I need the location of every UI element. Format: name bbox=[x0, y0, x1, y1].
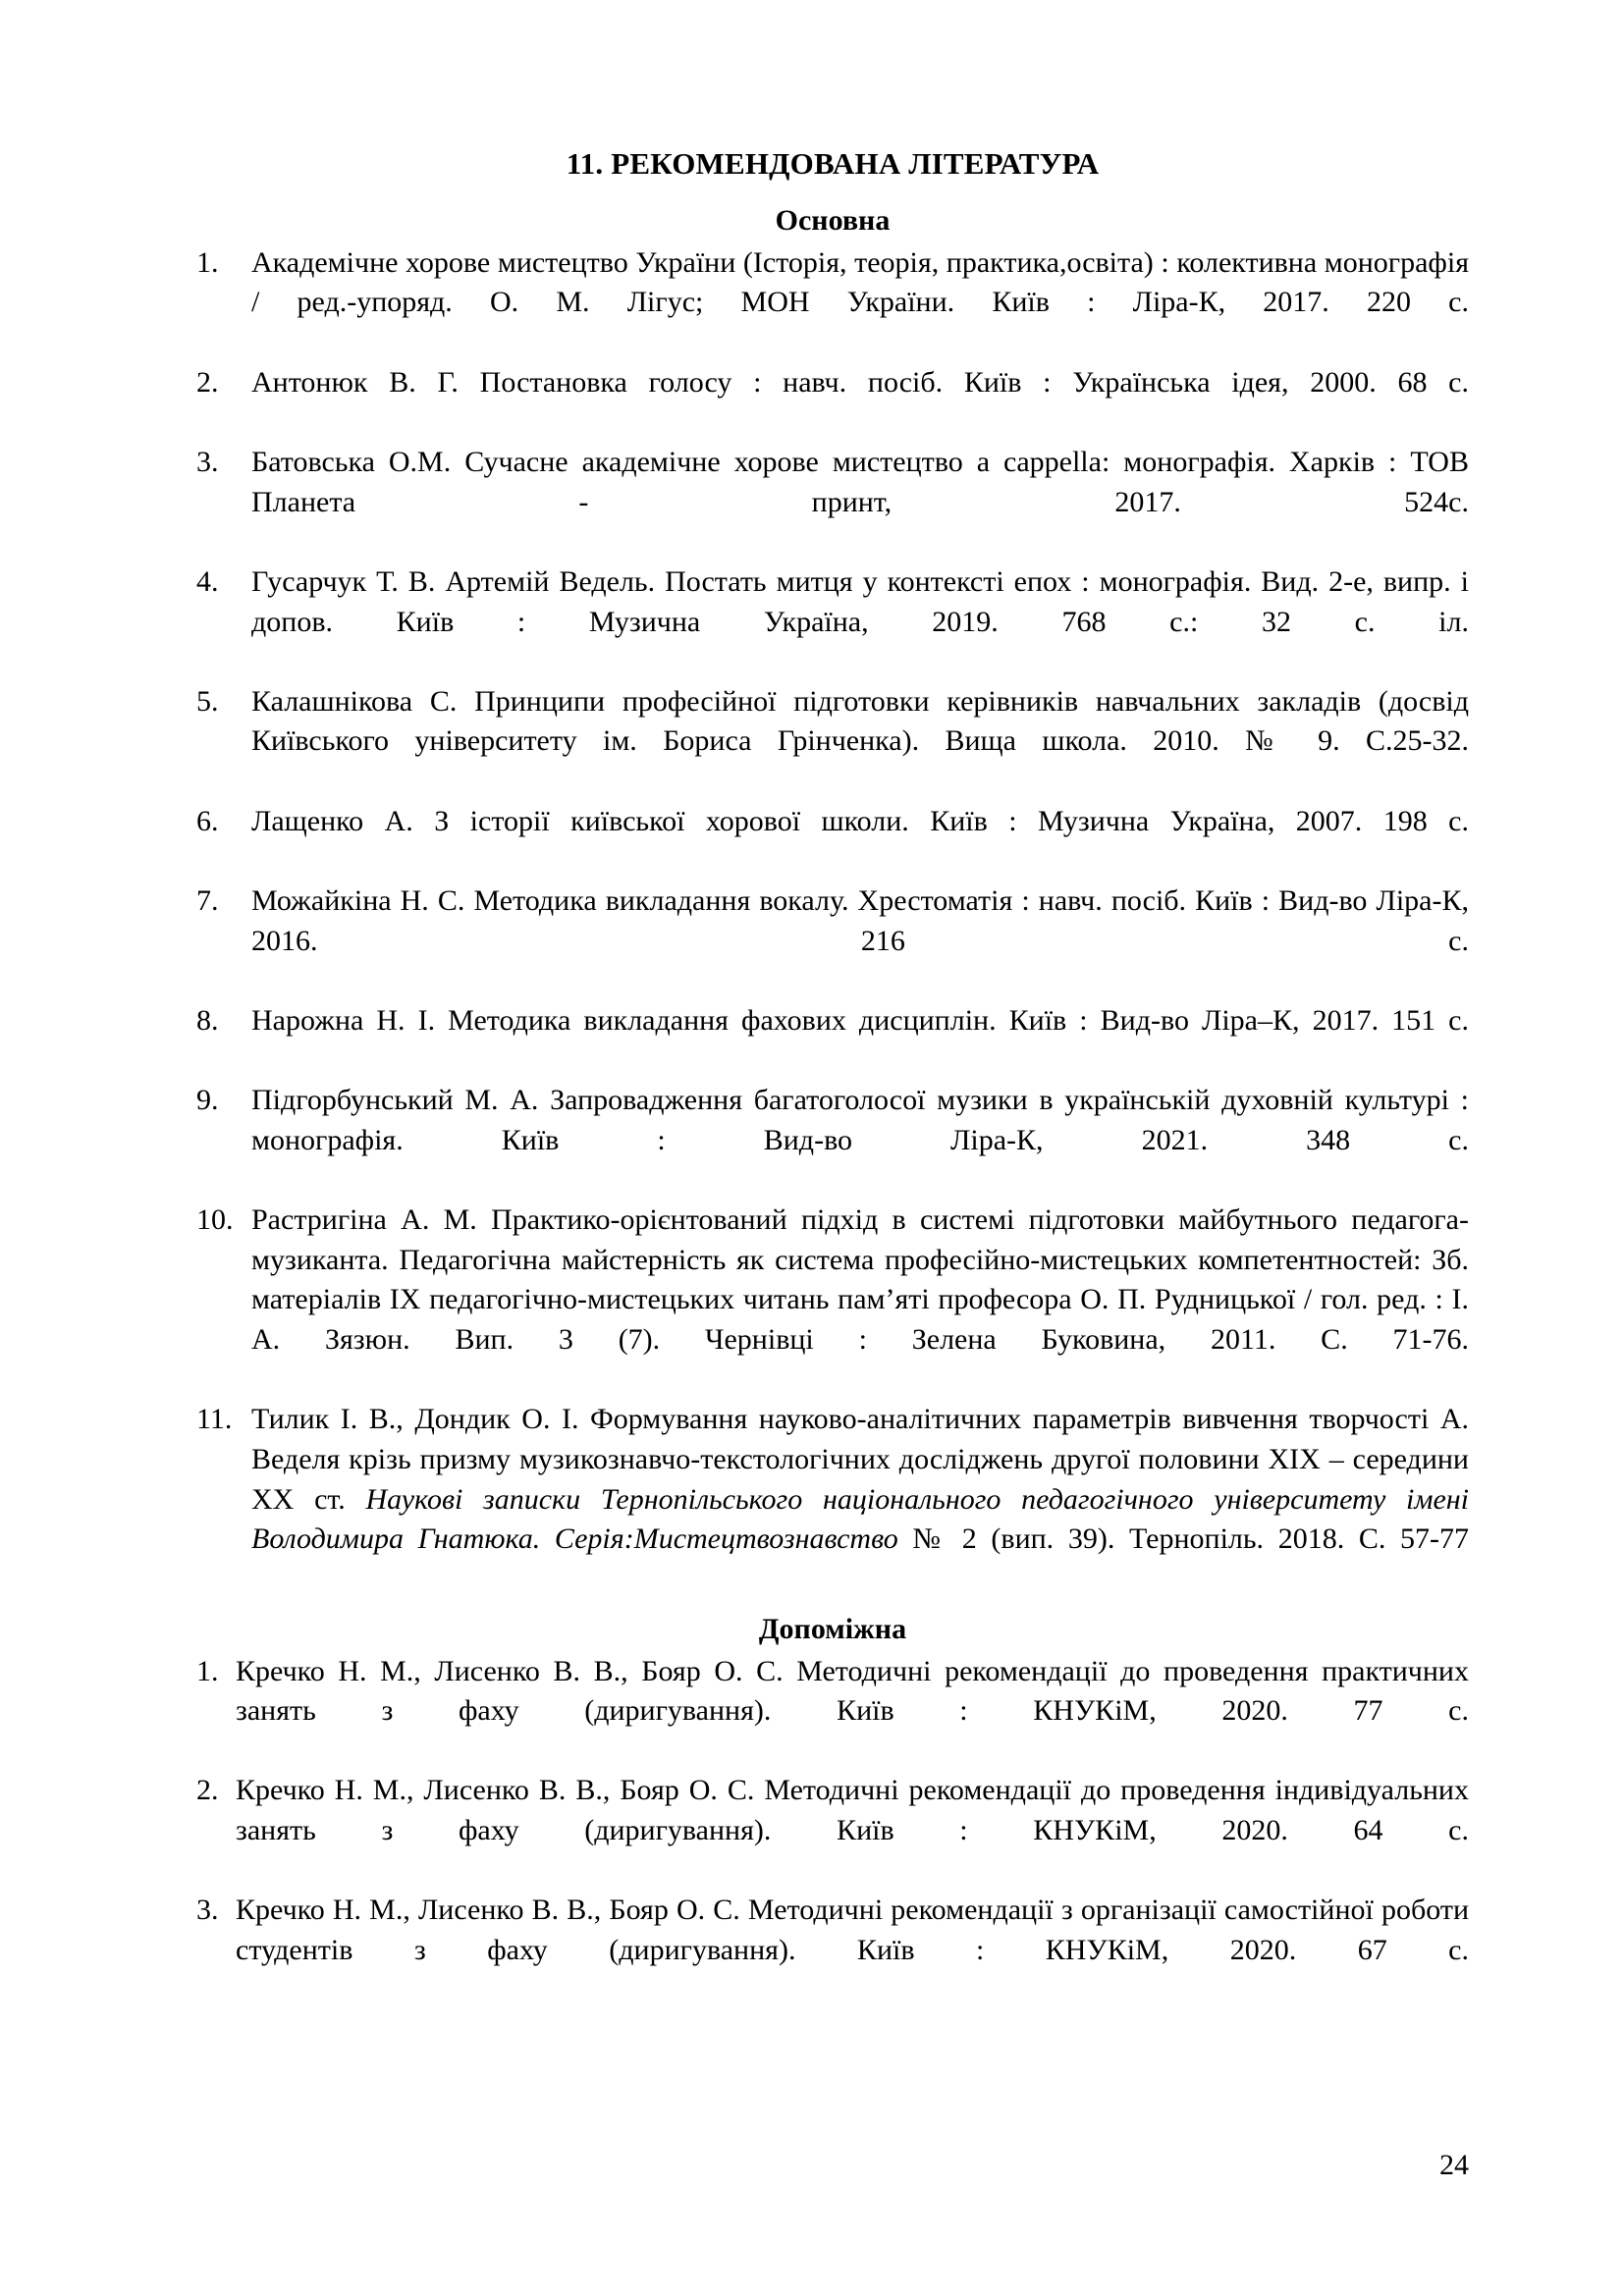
list-item-text: Лащенко А. З історії київської хорової школи. Київ : Музична Україна, 2007. 198 с. bbox=[251, 804, 1469, 837]
list-item bbox=[196, 1081, 1469, 1201]
list-item bbox=[196, 682, 1469, 802]
list-item-text: Академічне хорове мистецтво України (Історія, теорія, практика,освіта) : колективна монографія / ред.-упоряд. О. М. Лігус; МОН України. Київ : Ліра-К, 2017. 220 с. bbox=[251, 245, 1469, 319]
list-item-number: 2. bbox=[196, 365, 219, 399]
list-item-number: 5. bbox=[196, 684, 219, 718]
list-item bbox=[196, 562, 1469, 682]
page-content bbox=[196, 145, 1469, 2010]
section-heading-auxiliary: Допоміжна bbox=[758, 1612, 907, 1645]
list-item-number: 3. bbox=[196, 1894, 219, 1927]
list-item-text: Кречко Н. М., Лисенко В. В., Бояр О. С. Методичні рекомендації до проведення індивідуальних занять з фаху (диригування). Київ : КНУКіМ, 2020. 64 с. bbox=[236, 1774, 1469, 1847]
list-item-number: 9. bbox=[196, 1084, 219, 1117]
list-item-number: 1. bbox=[196, 1654, 219, 1687]
list-item-text bbox=[251, 1400, 1469, 1599]
journal-title-italic: Наукові записки Тернопільського національного педагогічного університету імені Володимира Гнатюка. Серія:Мистецтвознавство bbox=[251, 1482, 1470, 1556]
list-item-text: Гусарчук Т. В. Артемій Ведель. Постать митця у контексті епох : монографія. Вид. 2-е, випр. і допов. Київ : Музична Україна, 2019. 768 с.: 32 с. іл. bbox=[251, 564, 1469, 638]
list-item bbox=[196, 802, 1469, 881]
list-item-number: 8. bbox=[196, 1003, 219, 1037]
list-item-text: Батовська О.М. Сучасне академічне хорове мистецтво a cappella: монографія. Харків : ТОВ Планета - принт, 2017. 524с. bbox=[251, 445, 1469, 518]
list-item-number: 2. bbox=[196, 1774, 219, 1807]
list-item-number: 1. bbox=[196, 245, 219, 279]
list-item-text: Антонюк В. Г. Постановка голосу : навч. посіб. Київ : Українська ідея, 2000. 68 с. bbox=[251, 365, 1469, 399]
list-item-number: 6. bbox=[196, 804, 219, 837]
page-title: 11. РЕКОМЕНДОВАНА ЛІТЕРАТУРА bbox=[566, 146, 1100, 181]
list-item-number: 3. bbox=[196, 445, 219, 478]
list-item bbox=[196, 1771, 1469, 1891]
list-item-text: Нарожна Н. І. Методика викладання фахових дисциплін. Київ : Вид-во Ліра–К, 2017. 151 с. bbox=[251, 1003, 1469, 1037]
list-item-text: Кречко Н. М., Лисенко В. В., Бояр О. С. Методичні рекомендації до проведення практичних занять з фаху (диригування). Київ : КНУКіМ, 2020. 77 с. bbox=[236, 1654, 1469, 1728]
list-item bbox=[196, 1652, 1469, 1772]
section-heading-main: Основна bbox=[775, 203, 891, 237]
list-item-text-plain-tail: № 2 (вип. 39). Тернопіль. 2018. С. 57-77 bbox=[897, 1522, 1469, 1556]
list-item-text: Кречко Н. М., Лисенко В. В., Бояр О. С. Методичні рекомендації з організації самостійної роботи студентів з фаху (диригування). Київ : КНУКіМ, 2020. 67 с. bbox=[236, 1894, 1469, 1967]
list-item-text: Растригіна А. М. Практико-орієнтований підхід в системі підготовки майбутнього педагога-музиканта. Педагогічна майстерність як система професійно-мистецьких компетентностей: Зб. матеріалів ІХ педагогічно-мистецьких читань пам’яті професора О. П. Рудницької / гол. ред. : І. А. Зязюн. Вип. 3 (7). Чернівці : Зелена Буковина, 2011. С. 71-76. bbox=[251, 1203, 1469, 1357]
reference-list-auxiliary bbox=[196, 1652, 1469, 2011]
list-item-number: 7. bbox=[196, 884, 219, 917]
list-item bbox=[196, 1201, 1469, 1400]
list-item-number: 11. bbox=[196, 1403, 233, 1436]
list-item-text-plain-lead: Тилик І. В., Дондик О. І. Формування науково-аналітичних параметрів вивчення творчості А. Веделя крізь призму музикознавчо-текстологічних досліджень другої половини ХІХ – середини ХХ ст. bbox=[251, 1403, 1469, 1516]
list-item bbox=[196, 443, 1469, 562]
list-item bbox=[196, 881, 1469, 1001]
list-item-text: Можайкіна Н. С. Методика викладання вокалу. Хрестоматія : навч. посіб. Київ : Вид-во Ліра-К, 2016. 216 с. bbox=[251, 884, 1469, 957]
list-item bbox=[196, 363, 1469, 443]
list-item-text: Калашнікова С. Принципи професійної підготовки керівників навчальних закладів (досвід Київського університету ім. Бориса Грінченка). Вища школа. 2010. № 9. С.25-32. bbox=[251, 684, 1469, 758]
list-item bbox=[196, 243, 1469, 363]
list-item-number: 4. bbox=[196, 564, 219, 598]
list-item bbox=[196, 1891, 1469, 2010]
list-item-number: 10. bbox=[196, 1203, 234, 1237]
list-item bbox=[196, 1400, 1469, 1599]
reference-list-main bbox=[196, 243, 1469, 1600]
page-number: 24 bbox=[1439, 2149, 1469, 2181]
list-item-text: Підгорбунський М. А. Запровадження багатоголосої музики в українській духовній культурі : монографія. Київ : Вид-во Ліра-К, 2021. 348 с. bbox=[251, 1084, 1469, 1156]
list-item bbox=[196, 1001, 1469, 1081]
